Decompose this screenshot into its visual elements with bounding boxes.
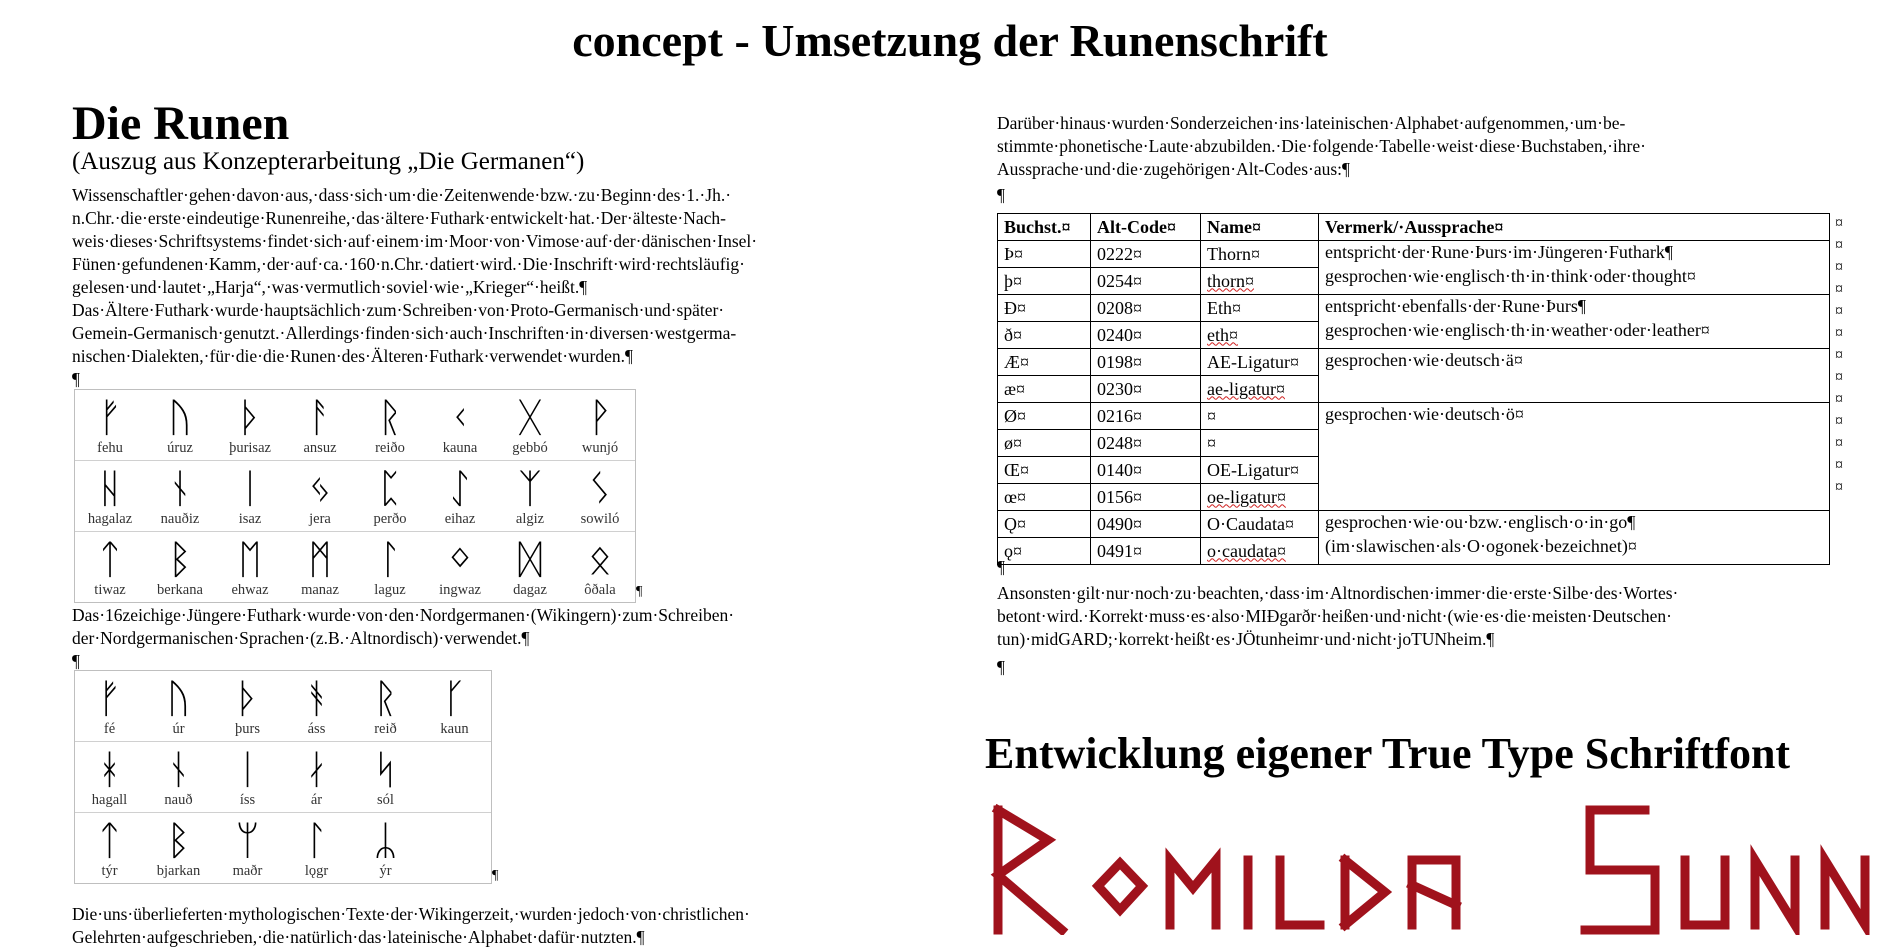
rune-glyph: ᚲ [448, 395, 472, 441]
rune-glyph: ᚦ [238, 395, 262, 441]
younger-futhark-cell [351, 813, 420, 883]
rune-name: perðo [373, 511, 407, 527]
rune-glyph: ᚹ [588, 395, 612, 441]
cell-alt-code: 0198¤ [1091, 349, 1201, 376]
cell-alt-code: 0222¤ [1091, 241, 1201, 268]
younger-futhark-cell [144, 742, 213, 812]
elder-futhark-cell [75, 390, 145, 460]
rune-glyph: ᚦ [235, 676, 260, 722]
rune-name: kauna [442, 440, 478, 456]
row-end-mark: ¤ [1835, 325, 1843, 342]
cell-name: ¤ [1201, 403, 1319, 430]
cell-name: o·caudata¤ [1201, 538, 1319, 565]
rune-name: tiwaz [94, 582, 126, 598]
younger-intro-paragraph: Das·16zeichige·Jüngere·Futhark·wurde·von·den·Nordgermanen·(Wikingern)·zum·Schreiben· der·Nordgermanischen·Sprachen·(z.B.·Altnordisch)·verwendet.¶ [72, 605, 735, 648]
rune-glyph: ᛗ [308, 537, 332, 583]
elder-futhark-cell [495, 390, 565, 460]
younger-futhark-cell [282, 671, 351, 741]
runic-font-sample-svg [990, 800, 1890, 935]
rune-glyph: ᛁ [235, 747, 260, 793]
elder-futhark-cell [145, 390, 215, 460]
row-end-mark: ¤ [1835, 303, 1843, 320]
row-end-mark: ¤ [1835, 391, 1843, 408]
table-body [998, 241, 1830, 565]
note-line: gesprochen·wie·englisch·th·in·weather·oder·leather¤ [1325, 320, 1710, 340]
younger-futhark-cell [282, 742, 351, 812]
cell-alt-code: 0240¤ [1091, 322, 1201, 349]
rune-name: ýr [379, 863, 392, 879]
rune-name: hagalaz [87, 511, 133, 527]
elder-futhark-cell [565, 461, 635, 531]
younger-futhark-cell [420, 671, 489, 741]
table-row [998, 241, 1830, 268]
younger-futhark-grid [74, 670, 492, 884]
rune-name: laguz [374, 582, 406, 598]
rune-name: ehwaz [231, 582, 269, 598]
younger-futhark-cell [75, 813, 144, 883]
elder-futhark-cell [215, 390, 285, 460]
row-end-mark: ¤ [1835, 369, 1843, 386]
rune-name: fé [103, 721, 116, 737]
rune-glyph: ᚱ [373, 676, 398, 722]
table-row [998, 511, 1830, 538]
elder-futhark-cell [355, 532, 425, 602]
younger-futhark-row [75, 742, 491, 813]
note-line: gesprochen·wie·ou·bzw.·englisch·o·in·go¶ [1325, 512, 1636, 532]
elder-futhark-cell [215, 461, 285, 531]
cell-letter: Ǫ¤ [998, 511, 1091, 538]
elder-futhark-cell [425, 461, 495, 531]
elder-futhark-cell [355, 390, 425, 460]
rune-glyph: ᚱ [378, 395, 402, 441]
header-alt-code: Alt-Code¤ [1091, 214, 1201, 241]
rune-glyph: ᚺ [98, 466, 122, 512]
elder-futhark-cell [355, 461, 425, 531]
rune-glyph: ᛚ [378, 537, 402, 583]
outro-paragraph: Ansonsten·gilt·nur·noch·zu·beachten,·dass·im·Altnordischen·immer·die·erste·Silbe·des·Wortes· betont·wird.·Korrekt·muss·es·also·MIÐgarðr·heißen·und·nicht·(wie·es·die·meisten·Deutschen· tun)·midGARD;·korrekt·heißt·es·JÖtunheimr·und·nicht·joTUNheim.¶ [997, 583, 1679, 649]
rune-name: manaz [301, 582, 339, 598]
font-sample-text [990, 800, 991, 801]
younger-futhark-cell [75, 742, 144, 812]
elder-futhark-cell [425, 390, 495, 460]
younger-futhark-cell [282, 813, 351, 883]
rune-name: reið [374, 721, 397, 737]
rune-name: týr [101, 863, 118, 879]
note-line: gesprochen·wie·deutsch·ä¤ [1325, 350, 1523, 370]
cell-alt-code: 0254¤ [1091, 268, 1201, 295]
rune-name: úr [172, 721, 185, 737]
cell-letter: Œ¤ [998, 457, 1091, 484]
elder-futhark-cell [75, 532, 145, 602]
cell-name: eth¤ [1201, 322, 1319, 349]
cell-name: OE-Ligatur¤ [1201, 457, 1319, 484]
rune-glyph: ᚨ [308, 395, 332, 441]
cell-letter: ǫ¤ [998, 538, 1091, 565]
pilcrow-7: ¶ [997, 657, 1005, 677]
header-buchst: Buchst.¤ [998, 214, 1091, 241]
rune-name: isaz [238, 511, 262, 527]
rune-name: sól [377, 792, 394, 808]
rune-glyph: ᛞ [518, 537, 542, 583]
rune-name: hagall [91, 792, 128, 808]
rune-glyph: ᛘ [235, 818, 260, 864]
rune-glyph: ᚷ [518, 395, 542, 441]
elder-futhark-cell [285, 461, 355, 531]
rune-glyph: ᚠ [97, 676, 122, 722]
pilcrow-4: ¶ [492, 868, 499, 883]
rune-glyph: ᛏ [97, 818, 122, 864]
rune-glyph: ᚢ [168, 395, 192, 441]
rune-name: nauðiz [160, 511, 200, 527]
younger-futhark-cell [144, 813, 213, 883]
cell-alt-code: 0140¤ [1091, 457, 1201, 484]
elder-futhark-row [75, 461, 635, 532]
row-end-mark: ¤ [1835, 237, 1843, 254]
pilcrow-5: ¶ [997, 185, 1005, 205]
rune-name: ingwaz [439, 582, 481, 598]
younger-futhark-cell [351, 742, 420, 812]
elder-futhark-cell [285, 532, 355, 602]
cell-alt-code: 0230¤ [1091, 376, 1201, 403]
rune-name: maðr [232, 863, 263, 879]
younger-futhark-cell [213, 671, 282, 741]
rune-name: nauð [164, 792, 193, 808]
cell-letter: ð¤ [998, 322, 1091, 349]
table-row [998, 349, 1830, 376]
cell-note [1319, 349, 1830, 403]
table-row [998, 295, 1830, 322]
cell-alt-code: 0208¤ [1091, 295, 1201, 322]
rune-glyph: ᛅ [304, 747, 329, 793]
rune-glyph: ᚬ [304, 676, 329, 722]
header-vermerk: Vermerk/·Aussprache¤ [1319, 214, 1830, 241]
rune-glyph: ᛁ [238, 466, 262, 512]
cell-note [1319, 295, 1830, 349]
page-title: concept - Umsetzung der Runenschrift [572, 15, 1328, 66]
cell-name: O·Caudata¤ [1201, 511, 1319, 538]
rune-name: eihaz [444, 511, 476, 527]
cell-note [1319, 403, 1830, 511]
closing-paragraph: Die·uns·überlieferten·mythologischen·Texte·der·Wikingerzeit,·wurden·jedoch·von·christlichen· Gelehrten·aufgeschrieben,·die·natürlich·das·lateinische·Alphabet·dafür·nutzten.¶ [72, 904, 750, 947]
rune-name: sowiló [580, 511, 620, 527]
elder-futhark-cell [565, 532, 635, 602]
rune-glyph: ᚴ [442, 676, 467, 722]
alt-code-table [997, 213, 1830, 565]
elder-futhark-cell [495, 461, 565, 531]
younger-futhark-cell [75, 671, 144, 741]
elder-futhark-cell [75, 461, 145, 531]
cell-alt-code: 0491¤ [1091, 538, 1201, 565]
font-sample-logo [990, 800, 1890, 940]
cell-name: ae-ligatur¤ [1201, 376, 1319, 403]
rune-glyph: ᛋ [373, 747, 398, 793]
row-end-mark: ¤ [1835, 347, 1843, 364]
elder-futhark-row [75, 390, 635, 461]
cell-letter: Æ¤ [998, 349, 1091, 376]
note-line: entspricht·der·Rune·Þurs·im·Jüngeren·Futhark¶ [1325, 242, 1674, 262]
rune-name: þurisaz [229, 440, 271, 456]
note-line: (im·slawischen·als·O·ogonek·bezeichnet)¤ [1325, 536, 1637, 556]
rune-name: áss [307, 721, 326, 737]
cell-name: thorn¤ [1201, 268, 1319, 295]
section-subtitle: (Auszug aus Konzepterarbeitung „Die Germanen“) [72, 148, 585, 175]
elder-futhark-row [75, 532, 635, 602]
pilcrow-3: ¶ [72, 651, 80, 671]
rune-glyph: ᚾ [168, 466, 192, 512]
younger-futhark-cell [213, 742, 282, 812]
rune-name: kaun [440, 721, 469, 737]
rune-glyph: ᛈ [378, 466, 402, 512]
rune-name: reiðo [375, 440, 405, 456]
rune-name: ár [310, 792, 323, 808]
rune-name: íss [239, 792, 256, 808]
rune-name: berkana [157, 582, 203, 598]
rune-name: lǫgr [304, 863, 329, 879]
younger-futhark-cell [144, 671, 213, 741]
rune-glyph: ᚼ [97, 747, 122, 793]
rune-name: wunjó [581, 440, 619, 456]
rune-glyph: ᛜ [448, 537, 472, 583]
cell-name: Thorn¤ [1201, 241, 1319, 268]
rune-glyph: ᛇ [448, 466, 472, 512]
cell-letter: þ¤ [998, 268, 1091, 295]
intro-paragraph: Wissenschaftler·gehen·davon·aus,·dass·sich·um·die·Zeitenwende·bzw.·zu·Beginn·des·1.·Jh.· n.Chr.·die·erste·eindeutige·Runenreihe,·das·ältere·Futhark·entwickelt·hat.·Der·älteste·Nach- weis·dieses·Schriftsystems·findet·sich·auf·einem·im·Moor·von·Vimose·auf·der·dänischen·Insel· Fünen·gefundenen·Kamm,·der·auf·ca.·160·n.Chr.·datiert·wird.·Die·Inschrift·wird·rechtsläufig· gelesen·und·lautet·„Harja“,·was·vermutlich·soviel·wie·„Krieger“·heißt.¶ Das·Ältere·Futhark·wurde·hauptsächlich·zum·Schreiben·von·Proto-Germanisch·und·später· Gemein-Germanisch·genutzt.·Allerdings·finden·sich·auch·Inschriften·in·diversen·westgerma- nischen·Dialekten,·für·die·die·Runen·des·Älteren·Futhark·verwendet·wurden.¶ [72, 185, 758, 366]
rune-name: ansuz [303, 440, 337, 456]
rune-glyph: ᛉ [518, 466, 542, 512]
rune-glyph: ᛒ [168, 537, 192, 583]
cell-alt-code: 0248¤ [1091, 430, 1201, 457]
row-end-mark: ¤ [1835, 457, 1843, 474]
note-line: entspricht·ebenfalls·der·Rune·Þurs¶ [1325, 296, 1587, 316]
rune-glyph: ᛟ [588, 537, 612, 583]
row-end-mark: ¤ [1835, 281, 1843, 298]
cell-letter: Þ¤ [998, 241, 1091, 268]
table-header-row [998, 214, 1830, 241]
note-line: gesprochen·wie·deutsch·ö¤ [1325, 404, 1524, 424]
cell-alt-code: 0216¤ [1091, 403, 1201, 430]
row-end-mark: ¤ [1835, 479, 1843, 496]
rune-name: fehu [97, 440, 123, 456]
younger-futhark-row [75, 671, 491, 742]
younger-futhark-cell [351, 671, 420, 741]
rune-name: jera [309, 511, 331, 527]
elder-futhark-cell [565, 390, 635, 460]
rune-name: dagaz [513, 582, 547, 598]
right-intro-paragraph: Darüber·hinaus·wurden·Sonderzeichen·ins·lateinischen·Alphabet·aufgenommen,·um·be- stimmte·phonetische·Laute·abzubilden.·Die·folgende·Tabelle·weist·diese·Buchstaben,·ihre· Aussprache·und·die·zugehörigen·Alt-Codes·aus:¶ [997, 113, 1646, 179]
row-end-mark: ¤ [1835, 259, 1843, 276]
cell-name: ¤ [1201, 430, 1319, 457]
rune-name: úruz [167, 440, 193, 456]
row-end-marks [1835, 213, 1843, 499]
cell-alt-code: 0156¤ [1091, 484, 1201, 511]
younger-futhark-cell [213, 813, 282, 883]
rune-name: algiz [515, 511, 545, 527]
elder-futhark-cell [145, 461, 215, 531]
younger-futhark-row [75, 813, 491, 883]
cell-letter: æ¤ [998, 376, 1091, 403]
cell-name: Eth¤ [1201, 295, 1319, 322]
rune-glyph: ᛃ [308, 466, 332, 512]
pilcrow-6: ¶ [997, 557, 1005, 577]
rune-glyph: ᛦ [373, 818, 398, 864]
elder-futhark-cell [495, 532, 565, 602]
rune-glyph: ᚾ [166, 747, 191, 793]
note-line: gesprochen·wie·englisch·th·in·think·oder·thought¤ [1325, 266, 1696, 286]
cell-name: oe-ligatur¤ [1201, 484, 1319, 511]
rune-name: þurs [235, 721, 260, 737]
cell-letter: Ð¤ [998, 295, 1091, 322]
table-row [998, 403, 1830, 430]
row-end-mark: ¤ [1835, 215, 1843, 232]
elder-futhark-grid [74, 389, 636, 603]
rune-glyph: ᛏ [98, 537, 122, 583]
rune-glyph: ᛒ [166, 818, 191, 864]
rune-glyph: ᚢ [166, 676, 191, 722]
cell-note [1319, 511, 1830, 565]
cell-alt-code: 0490¤ [1091, 511, 1201, 538]
pilcrow-2: ¶ [636, 584, 643, 599]
elder-futhark-cell [285, 390, 355, 460]
elder-futhark-cell [215, 532, 285, 602]
cell-letter: œ¤ [998, 484, 1091, 511]
rune-name: bjarkan [156, 863, 201, 879]
cell-name: AE-Ligatur¤ [1201, 349, 1319, 376]
pilcrow-1: ¶ [72, 369, 80, 389]
rune-glyph: ᛚ [304, 818, 329, 864]
rune-glyph: ᛊ [588, 466, 612, 512]
rune-glyph: ᛖ [238, 537, 262, 583]
cell-letter: Ø¤ [998, 403, 1091, 430]
rune-glyph: ᚠ [98, 395, 122, 441]
elder-futhark-cell [425, 532, 495, 602]
row-end-mark: ¤ [1835, 435, 1843, 452]
rune-name: gebbó [512, 440, 548, 456]
cell-note [1319, 241, 1830, 295]
header-name: Name¤ [1201, 214, 1319, 241]
font-section-heading: Entwicklung eigener True Type Schriftfont [985, 729, 1791, 778]
section-heading-runen: Die Runen [72, 97, 290, 150]
row-end-mark: ¤ [1835, 413, 1843, 430]
cell-letter: ø¤ [998, 430, 1091, 457]
rune-name: ôðala [584, 582, 616, 598]
elder-futhark-cell [145, 532, 215, 602]
